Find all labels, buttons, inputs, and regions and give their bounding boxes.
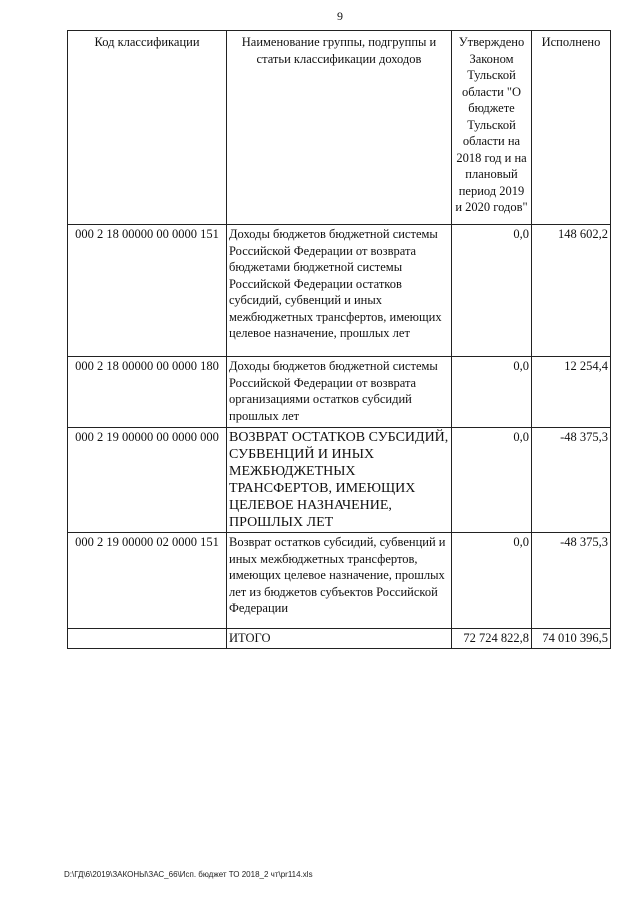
header-code: Код классификации xyxy=(68,31,227,225)
total-row xyxy=(68,629,611,649)
row-executed: -48 375,3 xyxy=(532,428,611,533)
row-name: ВОЗВРАТ ОСТАТКОВ СУБСИДИЙ, СУБВЕНЦИЙ И ИНЫХ МЕЖБЮДЖЕТНЫХ ТРАНСФЕРТОВ, ИМЕЮЩИХ ЦЕЛЕВОЕ НАЗНАЧЕНИЕ, ПРОШЛЫХ ЛЕТ xyxy=(227,428,452,533)
revenue-table xyxy=(67,30,611,649)
row-executed: -48 375,3 xyxy=(532,533,611,629)
total-executed: 74 010 396,5 xyxy=(532,629,611,649)
page-number: 9 xyxy=(337,9,343,23)
table-row xyxy=(68,428,611,533)
row-approved: 0,0 xyxy=(452,533,532,629)
row-code: 000 2 18 00000 00 0000 180 xyxy=(68,357,227,428)
table-row xyxy=(68,533,611,629)
header-name: Наименование группы, подгруппы и статьи классификации доходов xyxy=(227,31,452,225)
row-code: 000 2 19 00000 02 0000 151 xyxy=(68,533,227,629)
row-code: 000 2 19 00000 00 0000 000 xyxy=(68,428,227,533)
total-code xyxy=(68,629,227,649)
table-header-row xyxy=(68,31,611,225)
row-approved: 0,0 xyxy=(452,428,532,533)
row-executed: 148 602,2 xyxy=(532,225,611,357)
total-label: ИТОГО xyxy=(227,629,452,649)
row-approved: 0,0 xyxy=(452,357,532,428)
row-approved: 0,0 xyxy=(452,225,532,357)
total-approved: 72 724 822,8 xyxy=(452,629,532,649)
table-row xyxy=(68,225,611,357)
row-name: Доходы бюджетов бюджетной системы Российской Федерации от возврата организациями остатков субсидий прошлых лет xyxy=(227,357,452,428)
file-path-footer: D:\ГД\6\2019\ЗАКОНЫ\ЗАС_66\Исп. бюджет ТО 2018_2 чт\pr114.xls xyxy=(64,870,313,879)
row-name: Возврат остатков субсидий, субвенций и иных межбюджетных трансфертов, имеющих целевое назначение, прошлых лет из бюджетов субъектов Российской Федерации xyxy=(227,533,452,629)
table-row xyxy=(68,357,611,428)
row-executed: 12 254,4 xyxy=(532,357,611,428)
row-name: Доходы бюджетов бюджетной системы Российской Федерации от возврата бюджетами бюджетной системы Российской Федерации остатков субсидий, субвенций и иных межбюджетных трансфертов, имеющих целевое назначение, прошлых лет xyxy=(227,225,452,357)
row-code: 000 2 18 00000 00 0000 151 xyxy=(68,225,227,357)
header-approved: Утверждено Законом Тульской области "О бюджете Тульской области на 2018 год и на плановый период 2019 и 2020 годов" xyxy=(452,31,532,225)
header-executed: Исполнено xyxy=(532,31,611,225)
